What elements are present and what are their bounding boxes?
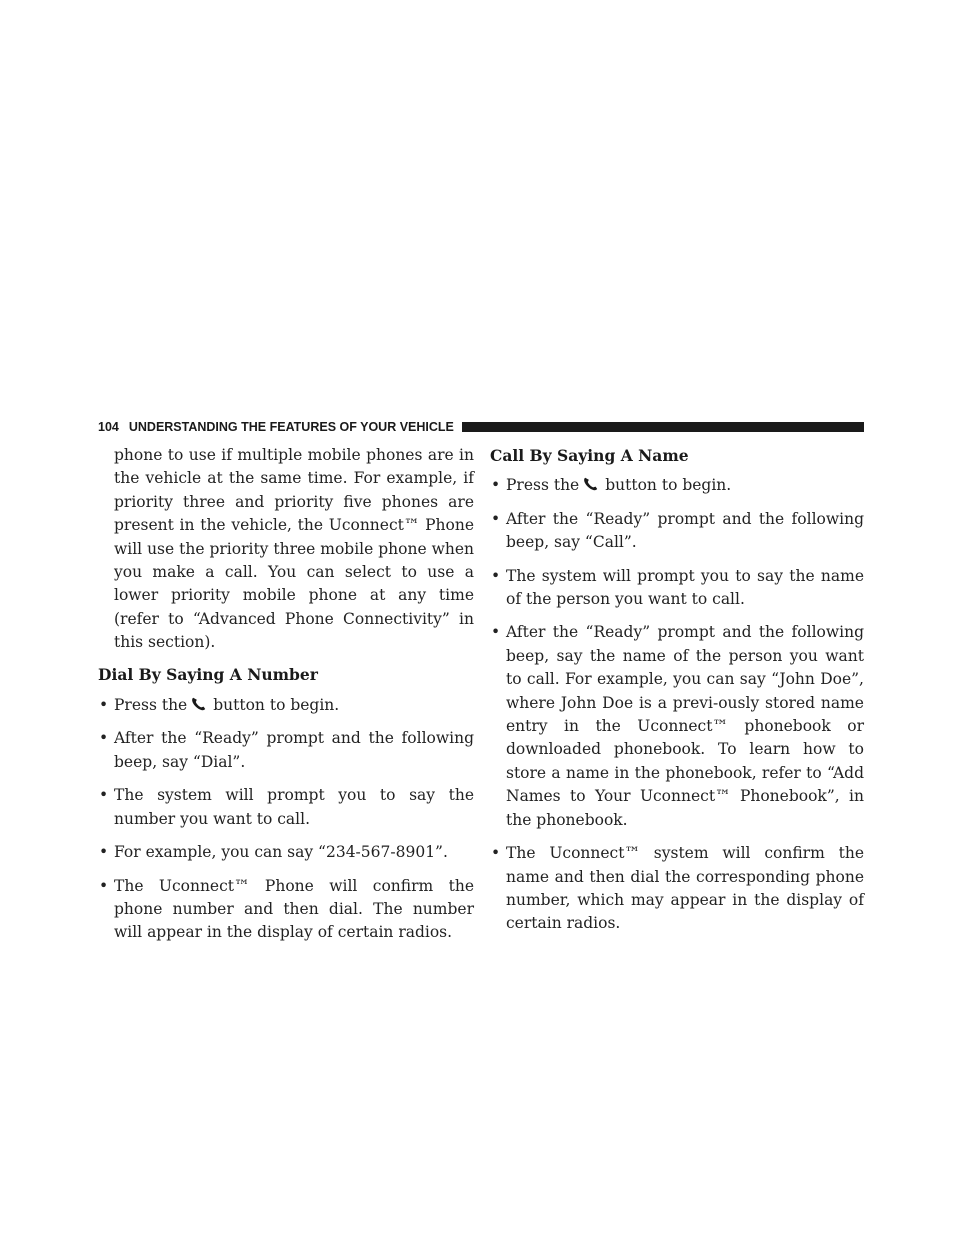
list-item-text: After the “Ready” prompt and the following beep, say the name of the person you want to call. For example, you can say “John Doe”, where John Doe is a previ-ously stored name entry in the Uconnect™ phonebook or downloaded phonebook. To learn how to store a name in the phonebook, refer to “Add Names to Your Uconnect™ Phonebook”, in the phonebook. xyxy=(506,623,864,829)
list-item-text: The system will prompt you to say the name of the person you want to call. xyxy=(506,566,864,609)
list-item-text-after: button to begin. xyxy=(605,476,732,495)
list-item-text: The Uconnect™ system will confirm the name and then dial the corresponding phone number, which may appear in the display of certain radios. xyxy=(506,844,864,933)
dial-steps-list xyxy=(99,694,474,945)
list-item-text: The system will prompt you to say the number you want to call. xyxy=(114,786,474,828)
list-item: • After the “Ready” prompt and the following beep, say “Dial”. xyxy=(99,729,474,771)
list-item: • Press the button to begin. xyxy=(491,476,732,495)
list-item: • The system will prompt you to say the number you want to call. xyxy=(99,786,474,828)
list-item-text-before: Press the xyxy=(114,696,188,715)
list-item: • After the “Ready” prompt and the following beep, say “Call”. xyxy=(491,509,864,552)
list-item-text: After the “Ready” prompt and the following beep, say “Dial”. xyxy=(114,729,474,771)
list-item: • Press the button to begin. xyxy=(99,696,340,715)
page-header xyxy=(98,417,864,437)
list-item-text-after: button to begin. xyxy=(213,696,340,715)
call-steps-list xyxy=(490,474,864,935)
list-item: • After the “Ready” prompt and the following beep, say the name of the person you want to call. For example, you can say “John Doe”, where John Doe is a previ-ously stored name entry in the Uconnect™ phonebook or downloaded phonebook. To learn how to store a name in the phonebook, refer to “Add Names to Your Uconnect™ Phonebook”, in the phonebook. xyxy=(491,623,864,829)
heading-dial-by-number: Dial By Saying A Number xyxy=(98,664,318,684)
phone-icon xyxy=(191,697,207,711)
section-title: UNDERSTANDING THE FEATURES OF YOUR VEHICLE xyxy=(128,420,454,434)
header-rule xyxy=(462,422,864,432)
page-number: 104 xyxy=(98,420,119,434)
left-column xyxy=(98,444,474,955)
list-item: • The Uconnect™ system will confirm the name and then dial the corresponding phone number, which may appear in the display of certain radios. xyxy=(491,844,864,933)
list-item-text: For example, you can say “234-567-8901”. xyxy=(114,843,448,862)
list-item-text: After the “Ready” prompt and the following beep, say “Call”. xyxy=(506,509,864,552)
phone-icon xyxy=(583,477,599,491)
list-item-text: The Uconnect™ Phone will confirm the phone number and then dial. The number will appear in the display of certain radios. xyxy=(114,876,474,942)
right-column xyxy=(490,444,864,946)
list-item: • The system will prompt you to say the name of the person you want to call. xyxy=(491,566,864,609)
intro-paragraph: phone to use if multiple mobile phones are in the vehicle at the same time. For example, if priority three and priority five phones are present in the vehicle, the Uconnect™ Phone will use the priority three mobile phone when you make a call. You can select to use a lower priority mobile phone at any time (refer to “Advanced Phone Connectivity” in this section). xyxy=(114,446,474,652)
heading-call-by-name: Call By Saying A Name xyxy=(490,446,689,465)
list-item: • For example, you can say “234-567-8901”. xyxy=(99,843,448,862)
list-item-text-before: Press the xyxy=(506,476,580,495)
list-item: • The Uconnect™ Phone will confirm the phone number and then dial. The number will appear in the display of certain radios. xyxy=(99,876,474,942)
